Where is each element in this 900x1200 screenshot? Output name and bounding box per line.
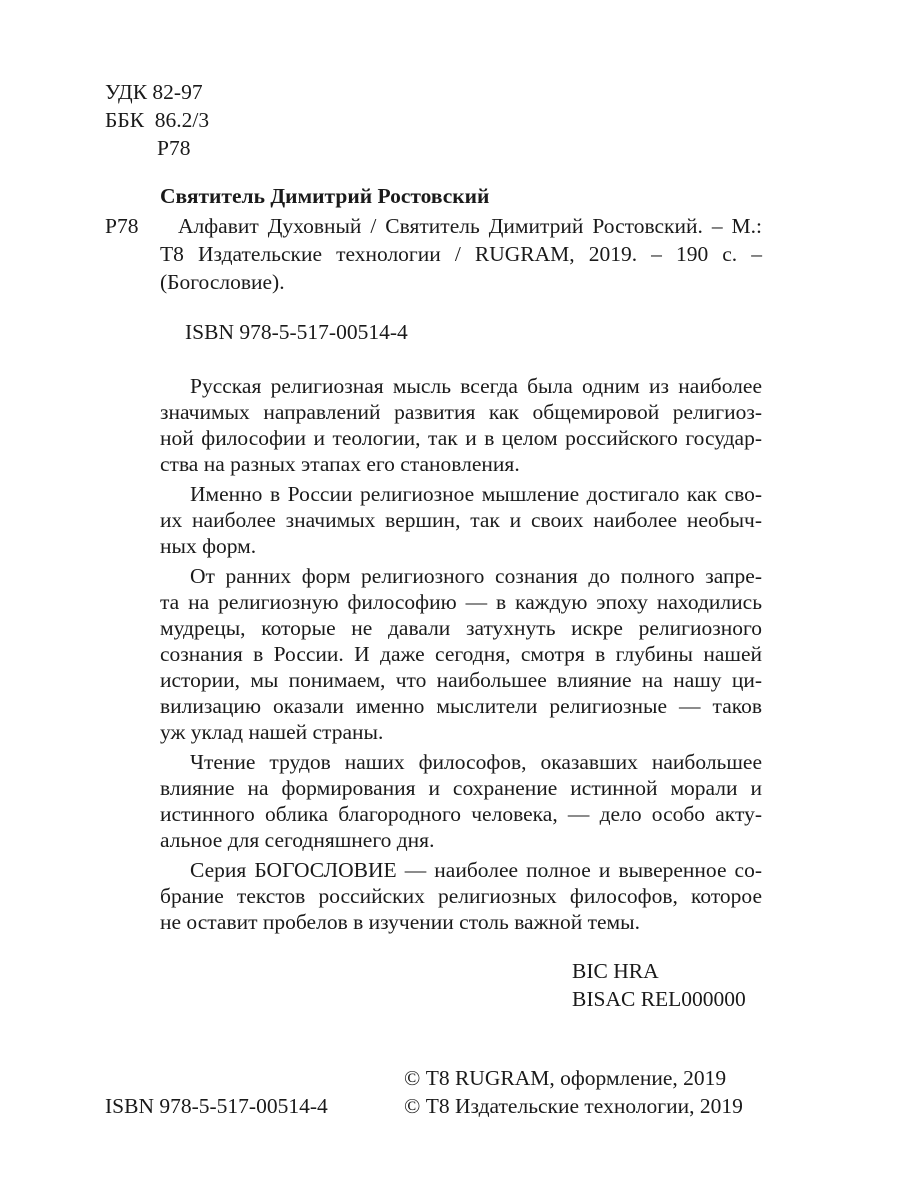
isbn-record: ISBN 978-5-517-00514-4 [185,320,408,344]
annotation-paragraph [160,563,762,745]
text-line: брание текстов российских религиозных философов, которое [160,884,762,908]
annotation-paragraph [160,857,762,935]
udk-code: УДК 82-97 [105,80,203,104]
bib-line: (Богословие). [160,270,285,294]
bib-mark: Р78 [105,214,139,238]
text-line: От ранних форм религиозного сознания до полного запре- [190,564,762,588]
text-line: значимых направлений развития как общемировой религиоз- [160,400,762,424]
text-line: не оставит пробелов в изучении столь важной темы. [160,910,640,934]
text-line: ной философии и теологии, так и в целом российского государ- [160,426,762,450]
author-mark: Р78 [157,136,191,160]
bib-line: Алфавит Духовный / Святитель Димитрий Ростовский. – М.: [178,214,762,238]
text-line: ных форм. [160,534,257,558]
annotation-paragraph [160,749,762,853]
annotation-paragraph [160,481,762,559]
text-line: вилизацию оказали именно мыслители религиозные — таков [160,694,762,718]
text-line: влияние на формирования и сохранение истинной морали и [160,776,762,800]
copyright-publisher: © Т8 Издательские технологии, 2019 [404,1094,743,1118]
text-line: Чтение трудов наших философов, оказавших наибольшее [190,750,762,774]
author-heading: Святитель Димитрий Ростовский [160,184,490,208]
copyright-design: © Т8 RUGRAM, оформление, 2019 [404,1066,727,1090]
text-line: Именно в России религиозное мышление достигало как сво- [190,482,762,506]
text-line: сознания в России. И даже сегодня, смотря в глубины нашей [160,642,762,666]
text-line: мудрецы, которые не давали затухнуть искре религиозного [160,616,762,640]
bib-line: Т8 Издательские технологии / RUGRAM, 2019. – 190 с. – [160,242,762,266]
text-line: Русская религиозная мысль всегда была одним из наиболее [190,374,762,398]
bisac-code: BISAC REL000000 [572,987,746,1011]
text-line: альное для сегодняшнего дня. [160,828,435,852]
bic-code: BIC HRA [572,959,659,983]
annotation-paragraph [160,373,762,477]
text-line: ства на разных этапах его становления. [160,452,520,476]
text-line: их наиболее значимых вершин, так и своих наиболее необыч- [160,508,762,532]
text-line: Серия БОГОСЛОВИЕ — наиболее полное и выверенное со- [190,858,762,882]
bbk-code: ББК 86.2/3 [105,108,210,132]
text-line: истории, мы понимаем, что наибольшее влияние на нашу ци- [160,668,762,692]
text-line: уж уклад нашей страны. [160,720,384,744]
bibliographic-record [160,212,762,296]
text-line: истинного облика благородного человека, — дело особо акту- [160,802,762,826]
text-line: та на религиозную философию — в каждую эпоху находились [160,590,762,614]
footer-isbn: ISBN 978-5-517-00514-4 [105,1094,328,1118]
